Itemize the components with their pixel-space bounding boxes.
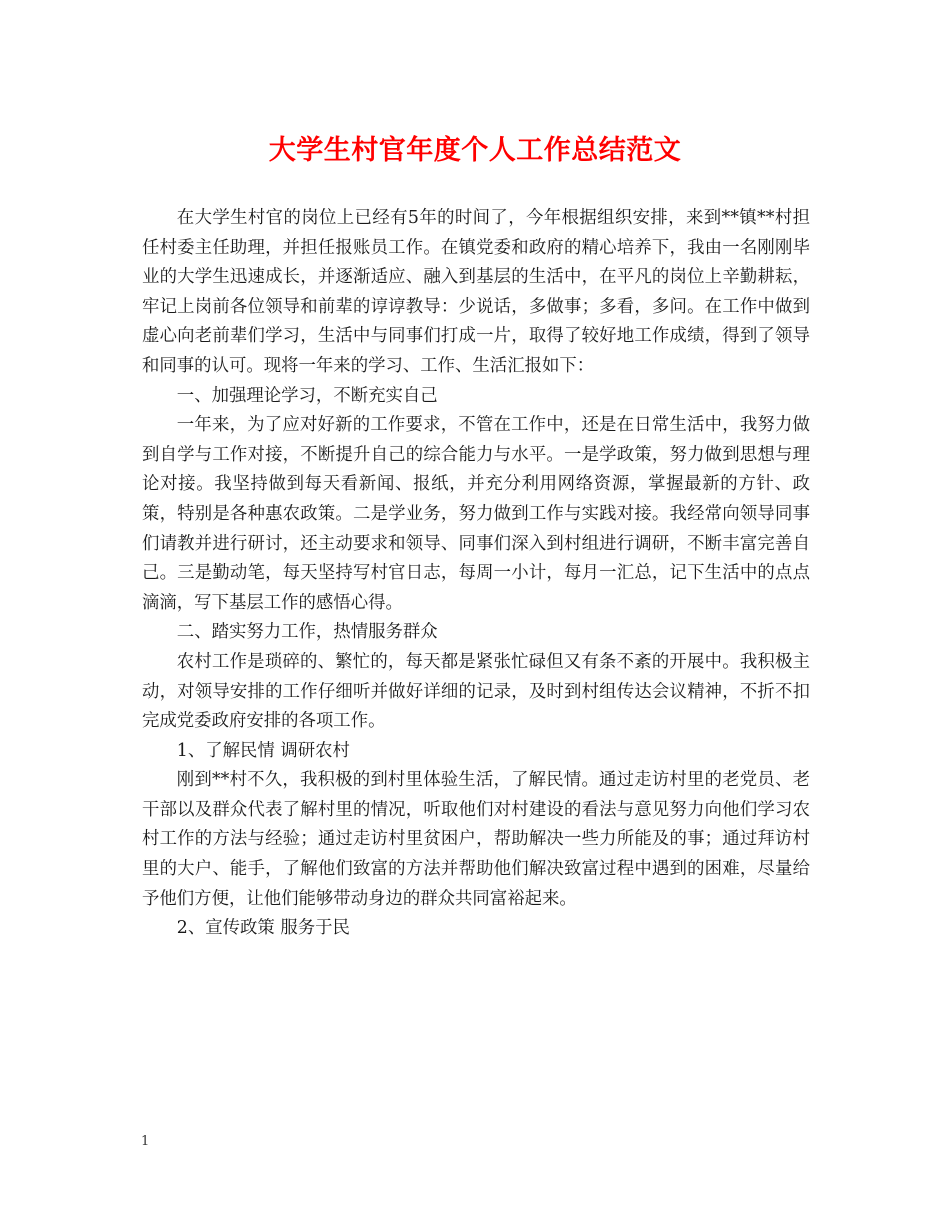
- heading-section-2: 二、踏实努力工作，热情服务群众: [176, 622, 438, 643]
- paragraph-intro: 在大学生村官的岗位上已经有5年的时间了，今年根据组织安排，来到**镇**村担任村委主任助理，并担任报账员工作。在镇党委和政府的精心培养下，我由一名刚刚毕业的大学生迅速成长，并逐渐适应、融入到基层的生活中，在平凡的岗位上辛勤耕耘，牢记上岗前各位领导和前辈的谆谆教导：少说话，多做事；多看，多问。在工作中做到虚心向老前辈们学习，生活中与同事们打成一片，取得了较好地工作成绩，得到了领导和同事的认可。现将一年来的学习、工作、生活汇报如下：: [142, 208, 810, 376]
- subheading-1: 1、了解民情 调研农村: [176, 740, 350, 761]
- paragraph-section-2: 农村工作是琐碎的、繁忙的，每天都是紧张忙碌但又有条不紊的开展中。我积极主动，对领导安排的工作仔细听并做好详细的记录，及时到村组传达会议精神，不折不扣完成党委政府安排的各项工作。: [142, 651, 810, 732]
- subheading-2: 2、宣传政策 服务于民: [176, 918, 350, 939]
- document-body: [142, 204, 810, 944]
- document-title: 大学生村官年度个人工作总结范文: [268, 135, 682, 166]
- page-number: 1: [141, 1134, 150, 1149]
- paragraph-section-1: 一年来，为了应对好新的工作要求，不管在工作中，还是在日常生活中，我努力做到自学与工作对接，不断提升自己的综合能力与水平。一是学政策，努力做到思想与理论对接。我坚持做到每天看新闻、报纸，并充分利用网络资源，掌握最新的方针、政策，特别是各种惠农政策。二是学业务，努力做到工作与实践对接。我经常向领导同事们请教并进行研讨，还主动要求和领导、同事们深入到村组进行调研，不断丰富完善自己。三是勤动笔，每天坚持写村官日志，每周一小计，每月一汇总，记下生活中的点点滴滴，写下基层工作的感悟心得。: [142, 415, 810, 613]
- paragraph-subsection-1: 刚到**村不久，我积极的到村里体验生活，了解民情。通过走访村里的老党员、老干部以及群众代表了解村里的情况，听取他们对村建设的看法与意见努力向他们学习农村工作的方法与经验；通过走访村里贫困户，帮助解决一些力所能及的事；通过拜访村里的大户、能手，了解他们致富的方法并帮助他们解决致富过程中遇到的困难，尽量给予他们方便，让他们能够带动身边的群众共同富裕起来。: [142, 770, 810, 909]
- heading-section-1: 一、加强理论学习，不断充实自己: [176, 385, 438, 406]
